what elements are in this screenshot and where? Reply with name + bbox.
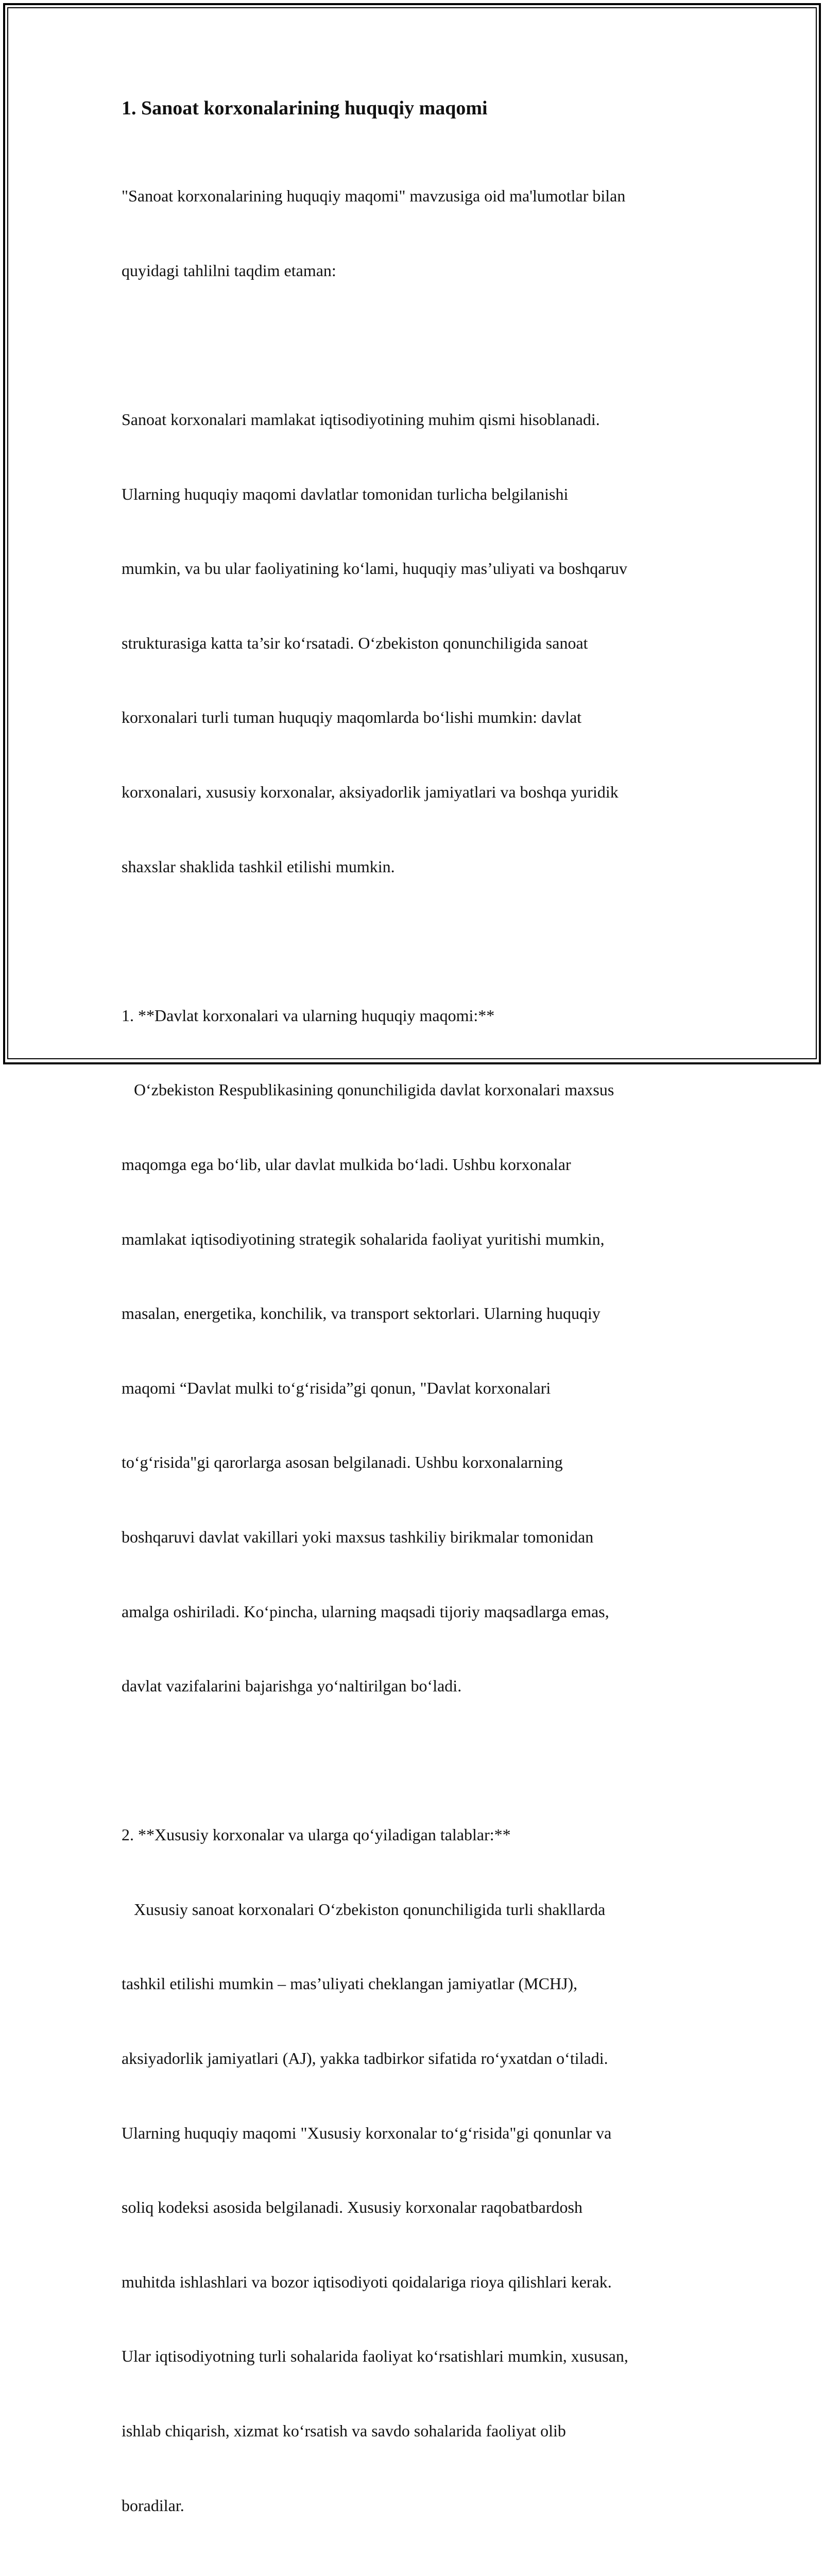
text-line: shaxslar shaklida tashkil etilishi mumkin. <box>122 857 395 876</box>
text-line: maqomi “Davlat mulki to‘g‘risida”gi qonun, "Davlat korxonalari <box>122 1378 551 1397</box>
text-line: ishlab chiqarish, xizmat ko‘rsatish va savdo sohalarida faoliyat olib <box>122 2421 566 2441</box>
text-line: masalan, energetika, konchilik, va transport sektorlari. Ularning huquqiy <box>122 1304 600 1323</box>
text-line: amalga oshiriladi. Ko‘pincha, ularning maqsadi tijoriy maqsadlarga emas, <box>122 1602 609 1621</box>
text-line: tashkil etilishi mumkin – mas’uliyati cheklangan jamiyatlar (MCHJ), <box>122 1974 578 1993</box>
text-line: mamlakat iqtisodiyotining strategik sohalarida faoliyat yuritishi mumkin, <box>122 1229 605 1248</box>
text-line: to‘g‘risida"gi qarorlarga asosan belgilanadi. Ushbu korxonalarning <box>122 1453 563 1472</box>
overview-paragraph <box>122 358 703 929</box>
list-item-heading: 1. **Davlat korxonalari va ularning huquqiy maqomi:** <box>122 1006 495 1025</box>
text-line: Ularning huquqiy maqomi "Xususiy korxonalar to‘g‘risida"gi qonunlar va <box>122 2123 612 2142</box>
text-line: "Sanoat korxonalarining huquqiy maqomi" mavzusiga oid ma'lumotlar bilan <box>122 187 626 206</box>
text-line: soliq kodeksi asosida belgilanadi. Xususiy korxonalar raqobatbardosh <box>122 2198 582 2217</box>
list-item-heading: 2. **Xususiy korxonalar va ularga qo‘yiladigan talablar:** <box>122 1825 511 1844</box>
private-enterprises-paragraph <box>122 1773 703 2568</box>
text-line: O‘zbekiston Respublikasining qonunchiligida davlat korxonalari maxsus <box>122 1080 614 1099</box>
text-line: Xususiy sanoat korxonalari O‘zbekiston qonunchiligida turli shakllarda <box>122 1900 606 1919</box>
text-line: davlat vazifalarini bajarishga yo‘naltirilgan bo‘ladi. <box>122 1676 462 1696</box>
text-line: aksiyadorlik jamiyatlari (AJ), yakka tadbirkor sifatida ro‘yxatdan o‘tiladi. <box>122 2049 608 2068</box>
text-line: maqomga ega bo‘lib, ular davlat mulkida bo‘ladi. Ushbu korxonalar <box>122 1155 571 1174</box>
text-line: quyidagi tahlilni taqdim etaman: <box>122 261 336 280</box>
text-line: strukturasiga katta ta’sir ko‘rsatadi. O‘zbekiston qonunchiligida sanoat <box>122 633 588 652</box>
state-enterprises-paragraph <box>122 953 703 1748</box>
text-line: Sanoat korxonalari mamlakat iqtisodiyotining muhim qismi hisoblanadi. <box>122 410 600 429</box>
text-line: boradilar. <box>122 2496 184 2515</box>
text-line: Ularning huquqiy maqomi davlatlar tomonidan turlicha belgilanishi <box>122 484 569 503</box>
text-line: Ular iqtisodiyotning turli sohalarida faoliyat ko‘rsatishlari mumkin, xususan, <box>122 2347 628 2366</box>
text-line: muhitda ishlashlari va bozor iqtisodiyoti qoidalariga rioya qilishlari kerak. <box>122 2272 612 2291</box>
intro-paragraph <box>122 134 703 333</box>
text-line: korxonalari turli tuman huquqiy maqomlarda bo‘lishi mumkin: davlat <box>122 708 582 727</box>
text-line: mumkin, va bu ular faoliyatining ko‘lami, huquqiy mas’uliyati va boshqaruv <box>122 559 628 578</box>
document-body <box>122 96 703 2576</box>
text-line: korxonalari, xususiy korxonalar, aksiyadorlik jamiyatlari va boshqa yuridik <box>122 783 619 802</box>
text-line: boshqaruvi davlat vakillari yoki maxsus tashkiliy birikmalar tomonidan <box>122 1527 594 1546</box>
section-heading: 1. Sanoat korxonalarining huquqiy maqomi <box>122 97 488 119</box>
